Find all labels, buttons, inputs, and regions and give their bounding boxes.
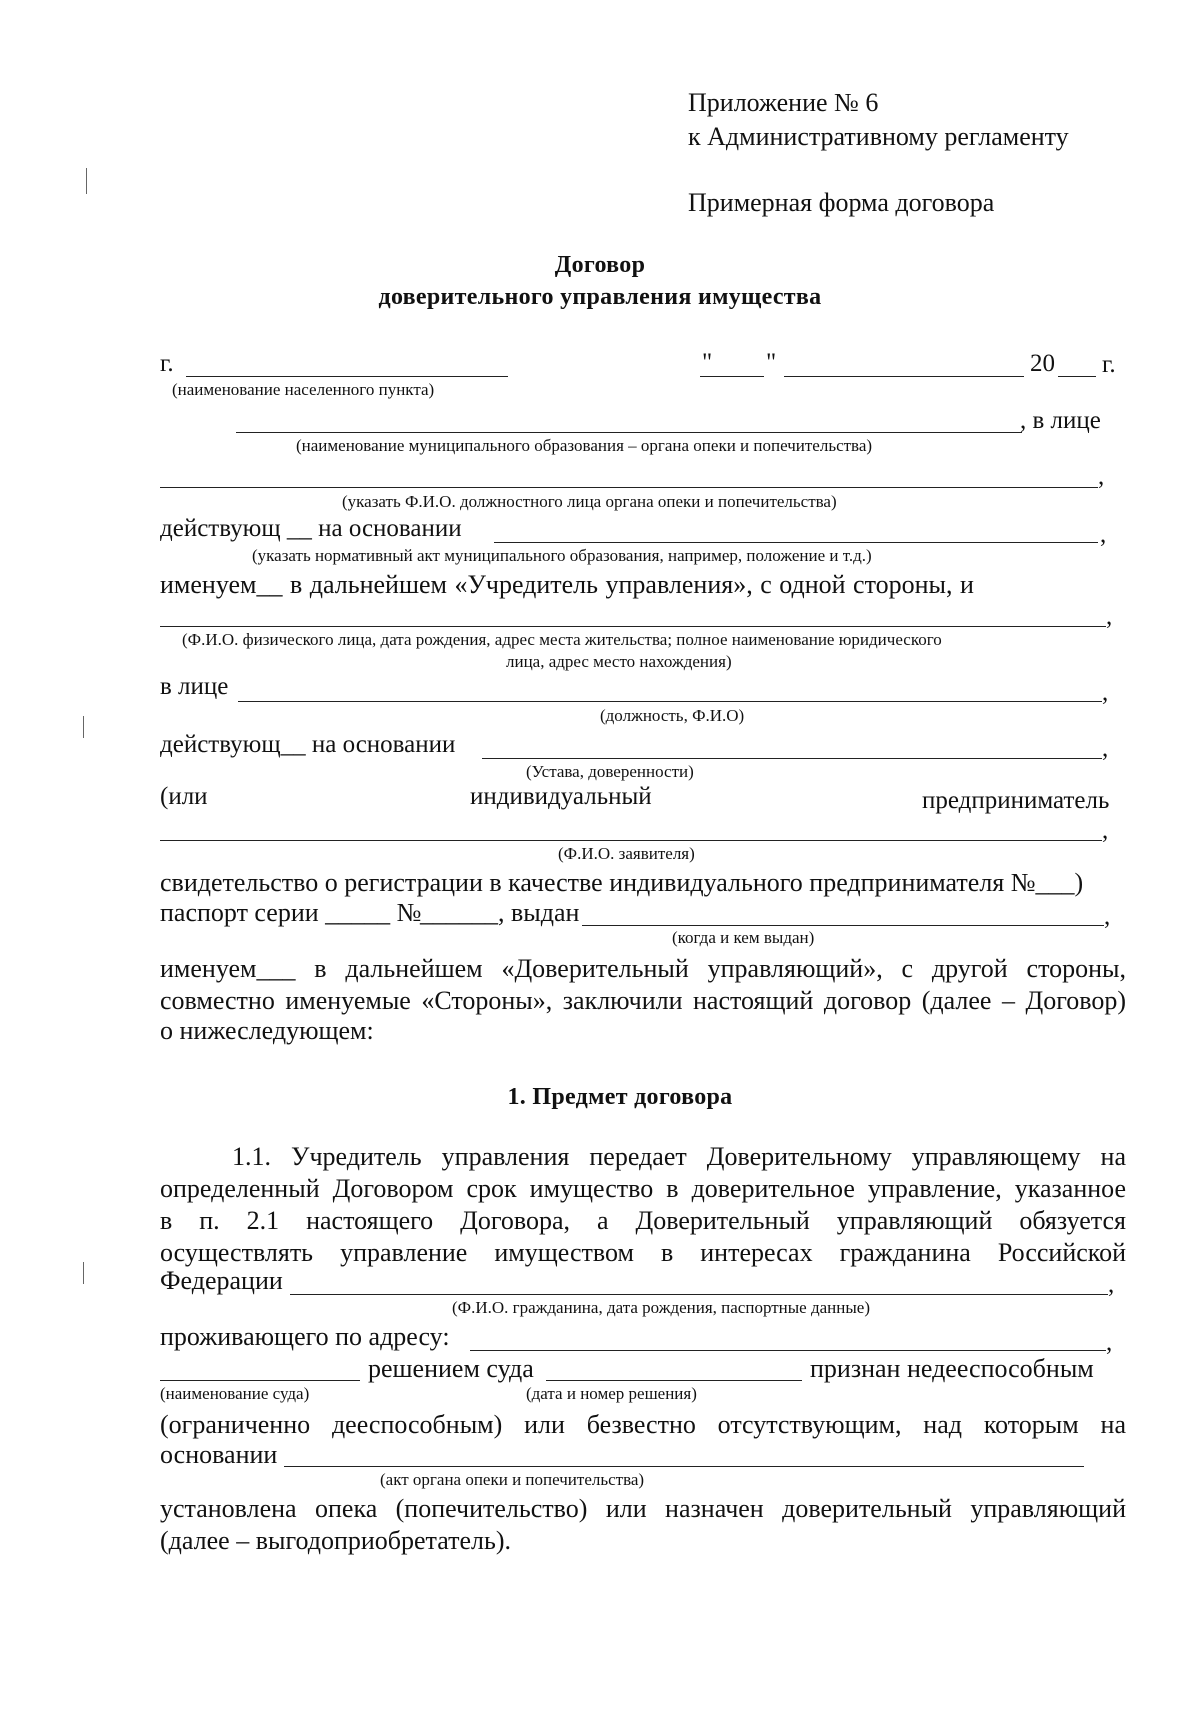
official-caption: (указать Ф.И.О. должностного лица органа опеки и попечительства) [342,492,837,511]
applicant-caption: (Ф.И.О. заявителя) [558,844,695,863]
individual-label: индивидуальный [470,783,652,810]
address-comma: , [1106,1329,1113,1356]
paragraph-1-1-line-4: осуществлять управление имуществом в интересах гражданина Российской [160,1238,1126,1267]
quote-close: " [766,349,777,376]
issued-caption: (когда и кем выдан) [672,928,815,947]
year-suffix: г. [1102,351,1116,378]
paragraph-1-1-line-3: в п. 2.1 настоящего Договора, а Доверительный управляющий обязуется [160,1206,1126,1235]
basis-label: основании [160,1440,278,1469]
residing-label: проживающего по адресу: [160,1322,450,1351]
paragraph-1-1-line-5: Федерации [160,1266,283,1295]
charter-comma: , [1102,735,1109,762]
city-caption: (наименование населенного пункта) [172,380,435,399]
court-caption: (наименование суда) [160,1384,310,1403]
citizen-caption: (Ф.И.О. гражданина, дата рождения, паспортные данные) [452,1298,870,1317]
address-field[interactable] [470,1350,1106,1351]
recognized-label: признан недееспособным [810,1354,1094,1383]
month-field[interactable] [784,376,1024,377]
year-prefix: 20 [1030,350,1055,377]
city-field[interactable] [186,376,508,377]
court-name-field[interactable] [160,1380,360,1381]
court-decision-label: решением суда [368,1354,534,1383]
in-person-label: , в лице [1020,407,1101,434]
act-field[interactable] [494,542,1098,543]
position-comma: , [1102,679,1109,706]
municipality-caption: (наименование муниципального образования – органа опеки и попечительства) [296,436,873,455]
scan-mark [83,716,84,738]
act-caption: (указать нормативный акт муниципального образования, например, положение и т.д.) [252,546,872,565]
official-field[interactable] [160,487,1098,488]
position-caption: (должность, Ф.И.О) [600,706,745,725]
paragraph-1-1-line-1: 1.1. Учредитель управления передает Доверительному управляющему на [232,1142,1126,1171]
day-field[interactable] [700,376,764,377]
document-subtitle: доверительного управления имущества [378,284,822,310]
section-1-heading: 1. Предмет договора [507,1084,733,1110]
applicant-comma: , [1102,817,1109,844]
certificate-line: свидетельство о регистрации в качестве индивидуального предпринимателя №___) [160,868,1084,897]
person-caption-1: (Ф.И.О. физического лица, дата рождения, адрес места жительства; полное наименование юридического [182,630,942,649]
in-person-2-label: в лице [160,673,229,700]
city-prefix: г. [160,350,174,377]
citizen-field[interactable] [290,1294,1108,1295]
quote-open: " [702,349,713,376]
guardian-caption: (акт органа опеки и попечительства) [380,1470,645,1489]
acting-basis-label: действующ __ на основании [160,515,462,542]
decision-caption: (дата и номер решения) [526,1384,697,1403]
beneficiary-line: (далее – выгодоприобретатель). [160,1526,511,1555]
jointly-named: совместно именуемые «Стороны», заключили настоящий договор (далее – Договор) [160,986,1126,1015]
charter-field[interactable] [482,758,1102,759]
person-field[interactable] [160,626,1106,627]
following-text: о нижеследующем: [160,1016,374,1045]
or-label: (или [160,783,208,810]
decision-field[interactable] [546,1380,802,1381]
applicant-field[interactable] [160,840,1102,841]
acting-basis-2-label: действующ__ на основании [160,731,456,758]
passport-issued: ______, выдан [420,898,580,927]
municipality-field[interactable] [236,432,1022,433]
person-caption-2: лица, адрес место нахождения) [506,652,732,671]
year-field[interactable] [1058,376,1096,377]
document-title: Договор [554,252,646,278]
trustee-naming: именуем___ в дальнейшем «Доверительный управляющий», с другой стороны, [160,954,1126,983]
appendix-number: Приложение № 6 [688,88,879,117]
official-comma: , [1098,463,1105,490]
charter-caption: (Устава, доверенности) [526,762,694,781]
passport-series: паспорт серии _____ № [160,898,422,927]
scan-mark [83,1262,84,1284]
scan-mark [86,168,87,194]
citizen-comma: , [1108,1271,1115,1298]
limited-capacity-line: (ограниченно дееспособным) или безвестно отсутствующим, над которым на [160,1410,1126,1439]
regulation-reference: к Административному регламенту [688,122,1069,151]
paragraph-1-1-line-2: определенный Договором срок имущество в доверительное управление, указанное [160,1174,1126,1203]
established-line: установлена опека (попечительство) или назначен доверительный управляющий [160,1494,1126,1523]
issued-comma: , [1104,903,1111,930]
entrepreneur-label: предприниматель [922,787,1110,814]
form-name: Примерная форма договора [688,188,995,217]
act-comma: , [1100,521,1107,548]
person-comma: , [1106,603,1113,630]
founder-naming: именуем__ в дальнейшем «Учредитель управления», с одной стороны, и [160,570,974,599]
position-field[interactable] [238,701,1102,702]
issued-field[interactable] [582,925,1104,926]
guardian-act-field[interactable] [284,1466,1084,1467]
